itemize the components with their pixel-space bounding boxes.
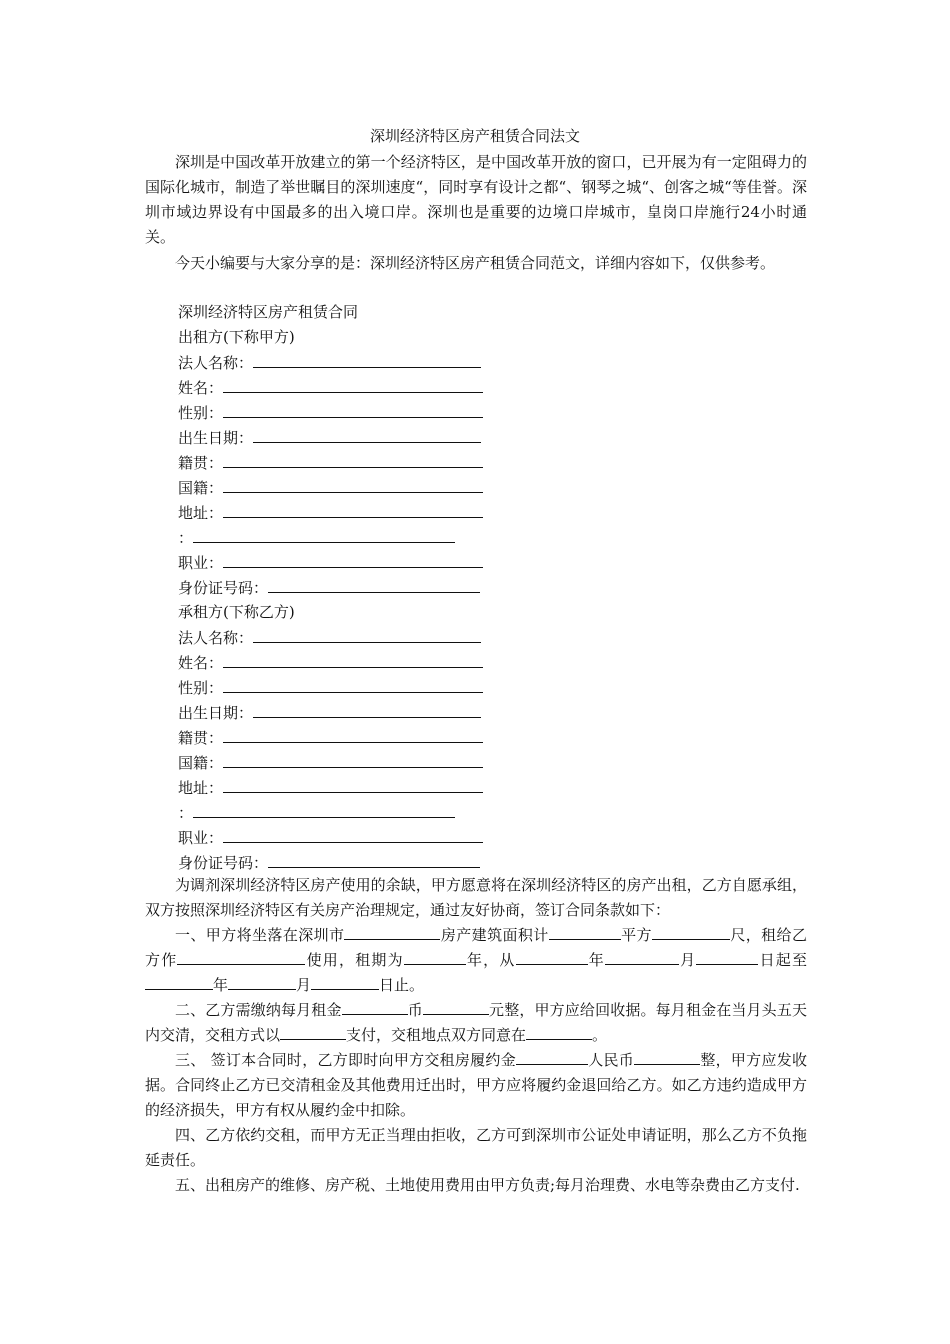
blank-line	[223, 502, 483, 518]
lessor-field-name	[178, 377, 483, 398]
document-title: 深圳经济特区房产租赁合同法文	[369, 127, 580, 145]
field-label: 法人名称：	[178, 629, 254, 647]
field-label: 身份证号码：	[178, 854, 269, 872]
blank-line	[223, 377, 483, 393]
share-paragraph: 今天小编要与大家分享的是：深圳经济特区房产租赁合同范文，详细内容如下，仅供参考。	[175, 254, 776, 272]
preamble-paragraph: 为调剂深圳经济特区房产使用的余缺，甲方愿意将在深圳经济特区的房产出租，乙方自愿承组，双方按照深圳经济特区有关房产治理规定，通过友好协商，签订合同条款如下：	[145, 876, 807, 919]
lessee-field-name	[178, 652, 483, 673]
blank-line	[223, 827, 483, 843]
blank-line	[253, 352, 481, 368]
blank-line	[223, 727, 483, 743]
lessee-field-extra	[178, 802, 455, 823]
field-label: 性别：	[178, 404, 224, 422]
blank-line	[223, 477, 483, 493]
lessor-field-gender	[178, 402, 483, 423]
blank-line	[253, 627, 481, 643]
lessor-field-native-place	[178, 452, 483, 473]
lessee-heading: 承租方(下称乙方)	[178, 603, 295, 621]
field-label: 身份证号码：	[178, 579, 269, 597]
field-label: ：	[178, 529, 194, 547]
lessor-field-nationality	[178, 477, 483, 498]
blank-line	[193, 802, 455, 818]
lessee-field-occupation	[178, 827, 483, 848]
blank-line	[223, 777, 483, 793]
field-label: 姓名：	[178, 654, 224, 672]
blank-line	[223, 752, 483, 768]
clause-3: 三、 签订本合同时，乙方即时向甲方交租房履约金 人民币 整，甲方应发收据。合同终止乙方已交清租金及其他费用迁出时，甲方应将履约金退回给乙方。如乙方违约造成甲方的经济损失，甲方有权从履约金中扣除。	[145, 1051, 807, 1119]
lessee-field-birthdate	[178, 702, 481, 723]
clause-5: 五、出租房产的维修、房产税、土地使用费用由甲方负责;每月治理费、水电等杂费由乙方支付.	[175, 1176, 800, 1194]
blank-line	[268, 852, 480, 868]
field-label: 出生日期：	[178, 429, 254, 447]
field-label: 性别：	[178, 679, 224, 697]
field-label: 地址：	[178, 504, 224, 522]
lessor-field-birthdate	[178, 427, 481, 448]
blank-line	[268, 577, 480, 593]
field-label: 国籍：	[178, 754, 224, 772]
field-label: ：	[178, 804, 194, 822]
field-label: 职业：	[178, 829, 224, 847]
lessor-field-legal-name	[178, 352, 481, 373]
field-label: 籍贯：	[178, 454, 224, 472]
blank-line	[223, 652, 483, 668]
field-label: 地址：	[178, 779, 224, 797]
blank-line	[253, 427, 481, 443]
blank-line	[223, 677, 483, 693]
lessee-field-native-place	[178, 727, 483, 748]
lessee-field-legal-name	[178, 627, 481, 648]
field-label: 国籍：	[178, 479, 224, 497]
lessor-heading: 出租方(下称甲方)	[178, 328, 295, 346]
intro-paragraph: 深圳是中国改革开放建立的第一个经济特区，是中国改革开放的窗口，已开展为有一定阻碍力的国际化城市，制造了举世瞩目的深圳速度“，同时享有设计之都“、钢琴之城“、创客之城“等佳誉。深圳市域边界设有中国最多的出入境口岸。深圳也是重要的边境口岸城市，皇岗口岸施行24小时通关。	[145, 153, 807, 246]
lessee-field-gender	[178, 677, 483, 698]
field-label: 出生日期：	[178, 704, 254, 722]
clause-1: 一、甲方将坐落在深圳市 房产建筑面积计 平方 尺，租给乙方作 使用，租期为 年，从 年 月 日起至年 月 日止。	[145, 926, 807, 994]
field-label: 姓名：	[178, 379, 224, 397]
blank-line	[253, 702, 481, 718]
lessor-field-address	[178, 502, 483, 523]
lessor-field-id-number	[178, 577, 480, 598]
clause-4: 四、乙方依约交租，而甲方无正当理由拒收，乙方可到深圳市公证处申请证明，那么乙方不负拖延责任。	[145, 1126, 807, 1169]
lessee-field-nationality	[178, 752, 483, 773]
clause-2: 二、乙方需缴纳每月租金 币 元整，甲方应给回收据。每月租金在当月头五天内交清，交租方式以 支付，交租地点双方同意在 。	[145, 1001, 807, 1044]
lessor-field-occupation	[178, 552, 483, 573]
blank-line	[193, 527, 455, 543]
blank-line	[223, 402, 483, 418]
blank-line	[223, 452, 483, 468]
contract-title: 深圳经济特区房产租赁合同	[178, 303, 359, 321]
lessee-field-id-number	[178, 852, 480, 873]
lessee-field-address	[178, 777, 483, 798]
field-label: 法人名称：	[178, 354, 254, 372]
field-label: 籍贯：	[178, 729, 224, 747]
field-label: 职业：	[178, 554, 224, 572]
lessor-field-extra	[178, 527, 455, 548]
blank-line	[223, 552, 483, 568]
